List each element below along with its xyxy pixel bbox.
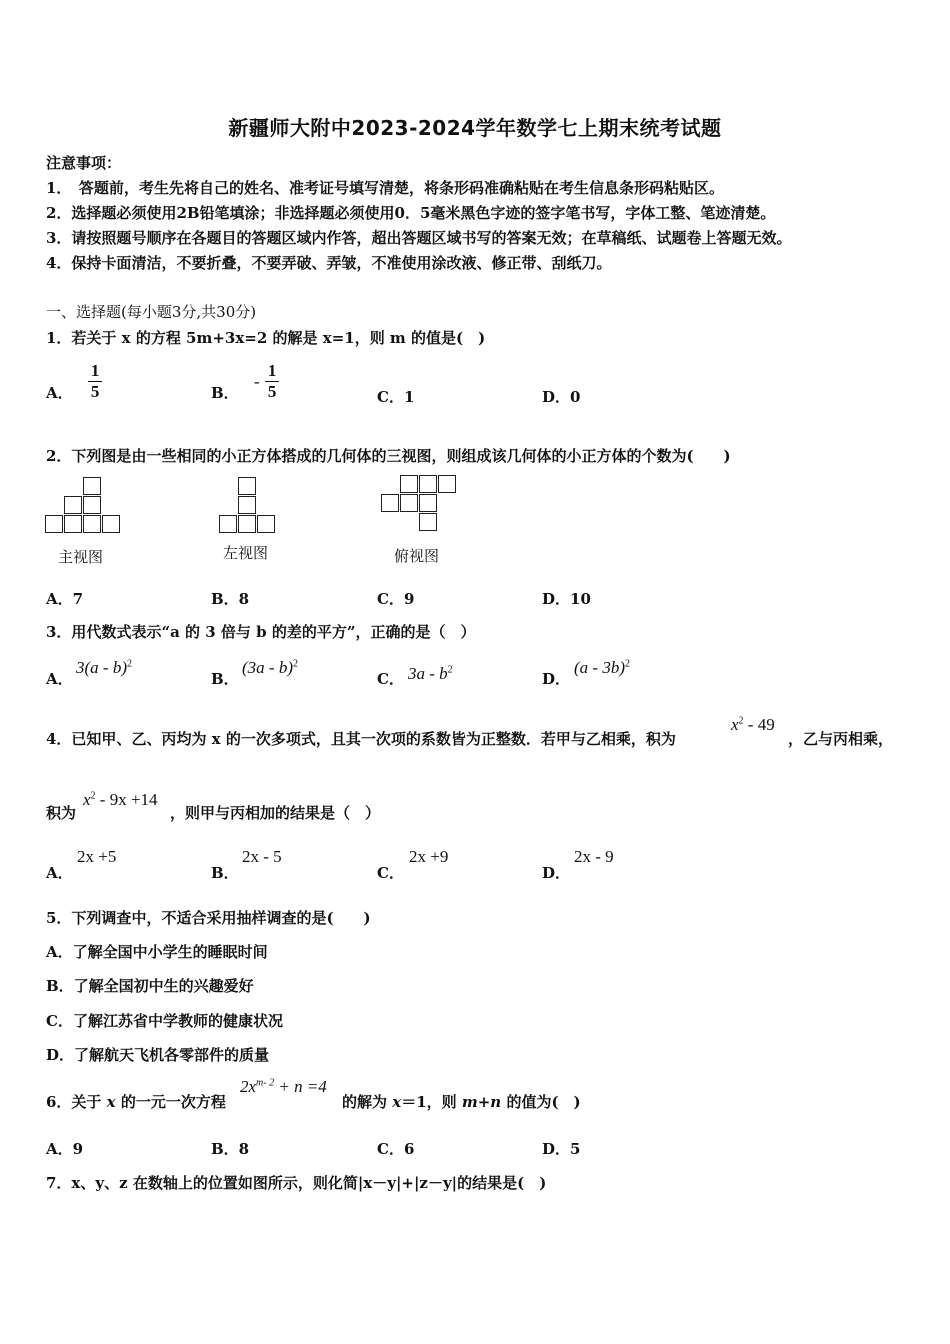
notice-item-1: 1． 答题前，考生先将自己的姓名、准考证号填写清楚，将条形码准确粘贴在考生信息条形码粘贴区。: [46, 179, 724, 197]
stem-part: 6．关于: [46, 1093, 107, 1111]
q4-option-b-label: B．: [211, 864, 239, 882]
rest: - 49: [743, 715, 775, 734]
notice-item-2: 2．选择题必须使用2B铅笔填涂；非选择题必须使用0．5毫米黑色字迹的签字笔书写，字体工整、笔迹清楚。: [46, 204, 776, 222]
q2-option-c: C．9: [377, 590, 415, 608]
q6-option-c: C．6: [377, 1140, 415, 1158]
exponent: 2: [738, 715, 744, 727]
q6-equation: [240, 1077, 327, 1097]
q4-option-d-label: D．: [542, 864, 571, 882]
denominator: 5: [90, 382, 100, 401]
front-view-caption: 主视图: [58, 548, 104, 566]
q5-option-a: A．了解全国中小学生的睡眠时间: [46, 943, 268, 961]
q4-stem-line2: 积为: [46, 804, 77, 822]
exponent: 2: [292, 658, 298, 670]
variable-x: x: [106, 1093, 116, 1111]
q4-poly1: [731, 715, 775, 735]
q2-option-d: D．10: [542, 590, 591, 608]
base: x: [83, 790, 91, 809]
q1-option-b: [211, 360, 279, 403]
expression: (3a - b): [242, 658, 293, 677]
q3-option-c-expr: [408, 664, 453, 684]
fraction: [265, 361, 280, 402]
exponent: 2: [126, 658, 132, 670]
solution-variable: x: [392, 1093, 402, 1111]
stem-part: 的一元一次方程: [115, 1093, 226, 1111]
q2-stem: 2．下列图是由一些相同的小正方体搭成的几何体的三视图，则组成该几何体的小正方体的个数为( ): [46, 447, 731, 465]
q5-option-d: D．了解航天飞机各零部件的质量: [46, 1046, 270, 1064]
q6-stem-end: [342, 1091, 581, 1112]
exponent: 2: [90, 790, 96, 802]
left-view-caption: 左视图: [223, 544, 269, 562]
q4-stem-line2-end: ，则甲与丙相加的结果是（ ）: [170, 804, 381, 822]
option-label: B．: [211, 384, 239, 402]
left-view-figure: [218, 477, 280, 537]
q5-option-c: C．了解江苏省中学教师的健康状况: [46, 1012, 283, 1030]
stem-part: 的值为( ): [501, 1093, 581, 1111]
exponent: 2: [447, 664, 453, 676]
q4-option-c-label: C．: [377, 864, 404, 882]
q3-option-b-label: B．: [211, 670, 239, 688]
q4-poly2: [83, 790, 158, 810]
exponent: 2: [624, 658, 630, 670]
q4-option-c-expr: 2x +9: [409, 847, 449, 866]
q3-option-d-expr: [574, 658, 630, 678]
q4-option-a-label: A．: [46, 864, 73, 882]
minus-sign: -: [253, 371, 260, 391]
option-label: A．: [46, 384, 73, 402]
q6-option-b: B．8: [211, 1140, 250, 1158]
q6-stem: [46, 1091, 226, 1112]
stem-part: 的解为: [342, 1093, 393, 1111]
numerator: 1: [88, 361, 103, 382]
q1-stem: 1．若关于 x 的方程 5m+3x=2 的解是 x=1，则 m 的值是( ): [46, 329, 486, 347]
q6-option-a: A．9: [46, 1140, 84, 1158]
q2-option-a: A．7: [46, 590, 84, 608]
m-plus-n: m+n: [461, 1093, 502, 1111]
q4-option-a-expr: 2x +5: [77, 847, 117, 866]
rest: + n =4: [274, 1077, 327, 1096]
expression: (a - 3b): [574, 658, 625, 677]
q7-stem: 7．x、y、z 在数轴上的位置如图所示，则化简|x－y|+|z－y|的结果是( ): [46, 1174, 547, 1192]
q1-option-a: [46, 360, 102, 403]
denominator: 5: [267, 382, 277, 401]
q3-stem: 3．用代数式表示“a 的 3 倍与 b 的差的平方”，正确的是（ ）: [46, 623, 476, 641]
rest: - 9x +14: [95, 790, 158, 809]
q3-option-a-label: A．: [46, 670, 73, 688]
q5-stem: 5．下列调查中，不适合采用抽样调查的是( ): [46, 909, 371, 927]
stem-part: ＝1，则: [401, 1093, 462, 1111]
top-view-figure: [380, 475, 462, 537]
q3-option-c-label: C．: [377, 670, 404, 688]
base: x: [731, 715, 739, 734]
q4-stem-line1-end: ，乙与丙相乘，: [788, 730, 894, 748]
notice-item-4: 4．保持卡面清洁，不要折叠，不要弄破、弄皱，不准使用涂改液、修正带、刮纸刀。: [46, 254, 612, 272]
front-view-figure: [44, 477, 126, 537]
q2-option-b: B．8: [211, 590, 250, 608]
q3-option-a-expr: [76, 658, 132, 678]
page-title: 新疆师大附中2023-2024学年数学七上期末统考试题: [228, 116, 722, 140]
q1-option-c: C．1: [377, 388, 415, 406]
top-view-caption: 俯视图: [394, 547, 440, 565]
numerator: 1: [265, 361, 280, 382]
q1-option-d: D．0: [542, 388, 581, 406]
fraction: [88, 361, 103, 402]
notice-heading: 注意事项：: [46, 154, 122, 172]
q4-option-d-expr: 2x - 9: [574, 847, 614, 866]
q5-option-b: B．了解全国初中生的兴趣爱好: [46, 977, 254, 995]
q6-option-d: D．5: [542, 1140, 581, 1158]
notice-item-3: 3．请按照题号顺序在各题目的答题区域内作答，超出答题区域书写的答案无效；在草稿纸、试题卷上答题无效。: [46, 229, 792, 247]
q4-option-b-expr: 2x - 5: [242, 847, 282, 866]
expression: 3(a - b): [76, 658, 127, 677]
q3-option-d-label: D．: [542, 670, 571, 688]
exponent: m- 2: [256, 1077, 275, 1089]
q4-stem-line1: 4．已知甲、乙、丙均为 x 的一次多项式，且其一次项的系数皆为正整数．若甲与乙相乘，积为: [46, 730, 676, 748]
expression: 3a - b: [408, 664, 448, 683]
base: 2x: [240, 1077, 257, 1096]
section-heading: 一、选择题(每小题3分,共30分): [46, 303, 257, 321]
q3-option-b-expr: [242, 658, 298, 678]
